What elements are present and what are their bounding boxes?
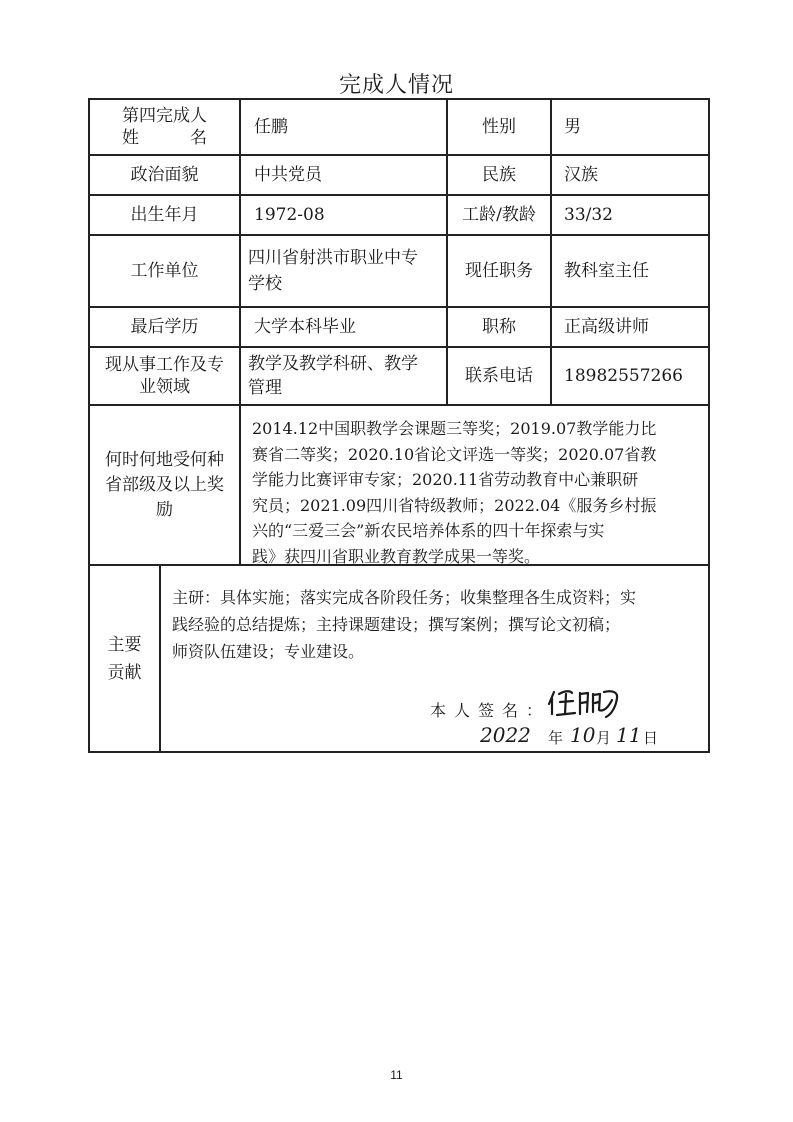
signature-date-year-unit: 年 — [548, 729, 564, 747]
name-label-cell — [90, 100, 239, 154]
signature-date-month: 10 — [570, 723, 596, 747]
field-value-line1: 教学及教学科研、教学 — [248, 354, 418, 374]
seniority-value: 33/32 — [564, 205, 613, 225]
name-label-line1: 第四完成人 — [122, 106, 207, 126]
education-value: 大学本科毕业 — [254, 317, 356, 337]
awards-label-line3: 励 — [156, 499, 173, 520]
name-label-line2: 姓 名 — [122, 128, 207, 148]
contribution-label-line1: 主要 — [107, 634, 142, 655]
awards-line: 究员；2021.09四川省特级教师；2022.04《服务乡村振 — [252, 495, 657, 515]
field-label-line2: 业领域 — [139, 377, 190, 397]
birth-label: 出生年月 — [130, 205, 199, 225]
handwritten-signature — [546, 684, 626, 722]
position-value: 教科室主任 — [564, 261, 649, 281]
seniority-label: 工龄/教龄 — [462, 205, 536, 225]
education-label: 最后学历 — [130, 317, 199, 337]
field-label-cell — [90, 348, 239, 404]
awards-line: 学能力比赛评审专家；2020.11省劳动教育中心兼职研 — [252, 470, 639, 489]
column-divider — [550, 98, 552, 406]
awards-line: 2014.12中国职教学会课题三等奖；2019.07教学能力比 — [252, 419, 657, 438]
table-border-right — [708, 98, 710, 753]
workplace-label: 工作单位 — [130, 261, 199, 281]
signature-label: 本人签名： — [430, 701, 551, 720]
contribution-label-cell — [90, 566, 159, 751]
column-divider — [239, 404, 241, 566]
contribution-line: 师资队伍建设；专业建设。 — [172, 642, 365, 661]
field-label-line1: 现从事工作及专 — [105, 355, 224, 375]
workplace-value-cell — [248, 236, 446, 306]
column-divider — [159, 564, 161, 753]
contribution-line: 践经验的总结提炼；主持课题建设；撰写案例；撰写论文初稿； — [172, 615, 621, 634]
signature-date-month-unit: 月 — [596, 729, 612, 747]
phone-label: 联系电话 — [465, 366, 533, 386]
gender-label: 性别 — [482, 117, 516, 137]
position-label: 现任职务 — [465, 261, 533, 281]
workplace-value-line2: 学校 — [248, 274, 282, 294]
awards-line: 兴的“三爱三会”新农民培养体系的四十年探索与实 — [252, 521, 605, 540]
contribution-text — [172, 584, 704, 665]
table-border-bottom — [88, 751, 710, 753]
phone-value: 18982557266 — [564, 366, 683, 386]
awards-line: 赛省二等奖；2020.10省论文评选一等奖；2020.07省教 — [252, 444, 657, 464]
title-value: 正高级讲师 — [564, 317, 649, 337]
contribution-line: 主研：具体实施；落实完成各阶段任务；收集整理各生成资料；实 — [172, 588, 637, 607]
signature-date-day: 11 — [616, 723, 642, 747]
page-number: 11 — [390, 1068, 403, 1082]
political-label: 政治面貌 — [130, 165, 199, 185]
ethnicity-value: 汉族 — [564, 165, 598, 185]
signature-date-day-unit: 日 — [643, 729, 659, 747]
ethnicity-label: 民族 — [482, 165, 516, 185]
awards-label-cell — [90, 406, 239, 564]
field-value-line2: 管理 — [248, 378, 282, 398]
title-label: 职称 — [482, 317, 516, 337]
birth-value: 1972-08 — [254, 205, 325, 225]
awards-label-line1: 何时何地受何种 — [105, 449, 224, 470]
political-value: 中共党员 — [254, 165, 322, 185]
signature-date-year: 2022 — [480, 723, 531, 747]
awards-text — [252, 416, 704, 569]
awards-label-line2: 省部级及以上奖 — [105, 474, 224, 495]
gender-value: 男 — [564, 117, 581, 137]
name-value: 任鹏 — [254, 117, 288, 137]
page-title: 完成人情况 — [338, 73, 454, 98]
info-table — [88, 98, 710, 753]
workplace-value-line1: 四川省射洪市职业中专 — [248, 248, 418, 268]
awards-line: 践》获四川省职业教育教学成果一等奖。 — [252, 546, 541, 566]
contribution-label-line2: 贡献 — [107, 662, 142, 683]
field-value-cell — [248, 348, 446, 404]
column-divider — [239, 98, 241, 406]
